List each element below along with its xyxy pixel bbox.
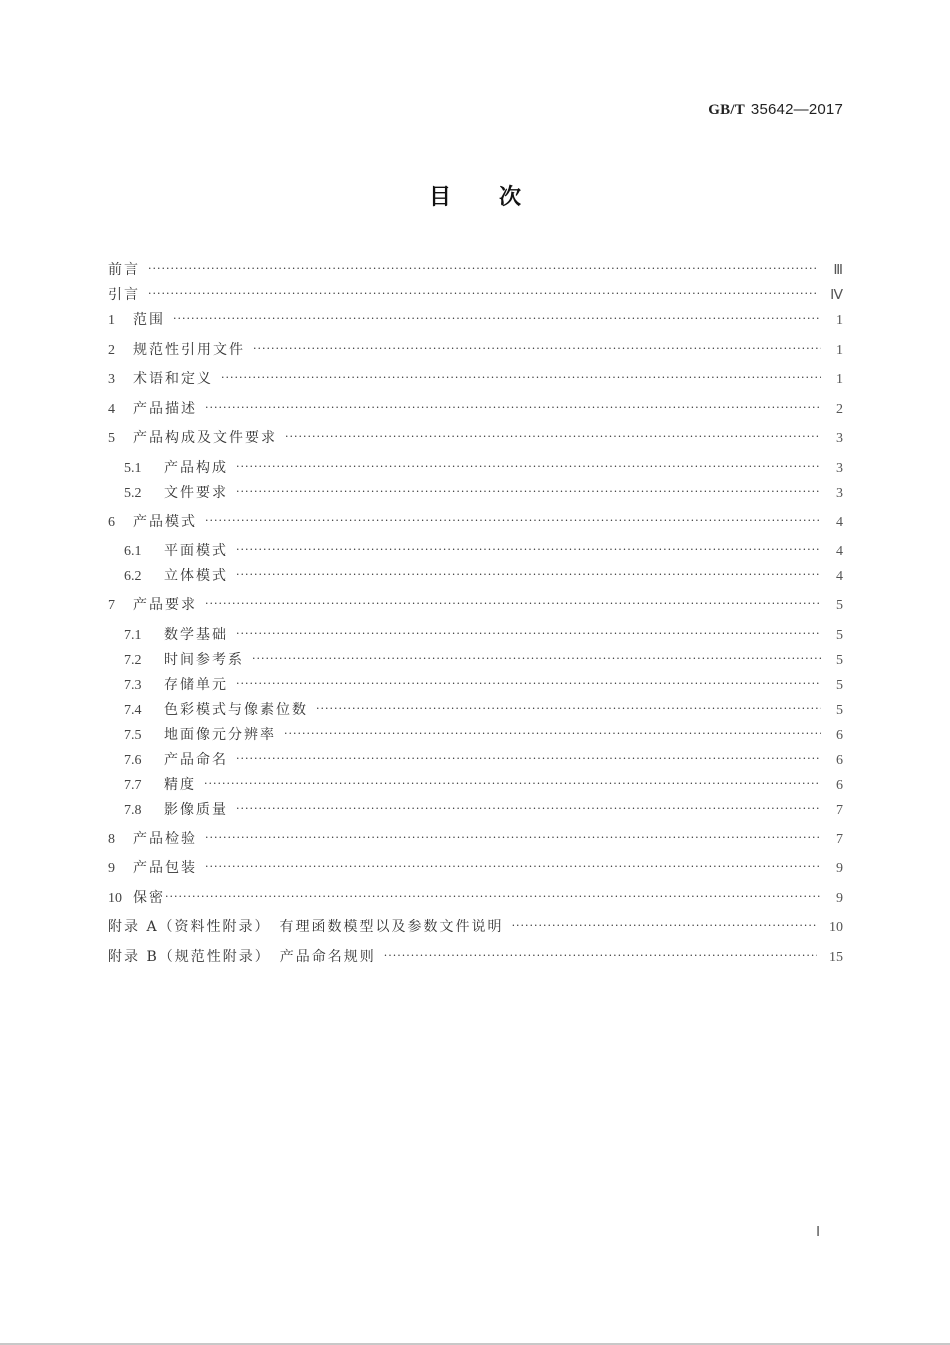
toc-entry-page: 5 bbox=[836, 627, 843, 643]
toc-entry-page: 9 bbox=[836, 861, 843, 876]
toc-entry-page: 5 bbox=[836, 702, 843, 718]
toc-entry-page: 15 bbox=[829, 949, 843, 965]
toc-entry[interactable] bbox=[108, 565, 843, 590]
toc-entry[interactable] bbox=[108, 594, 843, 624]
toc-entry[interactable] bbox=[108, 799, 843, 824]
toc-dot-leader bbox=[205, 831, 821, 844]
toc-entry-label: 影像质量 bbox=[164, 801, 228, 818]
toc-entry[interactable] bbox=[108, 916, 843, 946]
toc-entry-number: 7.8 bbox=[124, 802, 142, 818]
toc-entry-label: 精度 bbox=[164, 776, 196, 793]
toc-entry[interactable] bbox=[108, 259, 843, 284]
toc-entry-label: 地面像元分辨率 bbox=[164, 726, 276, 743]
toc-entry-page: Ⅲ bbox=[833, 263, 843, 278]
toc-dot-leader bbox=[148, 262, 817, 275]
toc-entry-label: 范围 bbox=[133, 312, 165, 328]
toc-entry-number: 7.3 bbox=[124, 677, 142, 693]
toc-dot-leader bbox=[205, 514, 821, 527]
toc-entry[interactable] bbox=[108, 368, 843, 398]
toc-entry-label: 色彩模式与像素位数 bbox=[164, 701, 308, 718]
toc-entry-page: 10 bbox=[829, 920, 843, 935]
toc-entry[interactable] bbox=[108, 427, 843, 457]
toc-entry-number: 5 bbox=[108, 431, 115, 446]
toc-entry[interactable] bbox=[108, 649, 843, 674]
toc-dot-leader bbox=[236, 485, 821, 498]
toc-entry-number: 6 bbox=[108, 514, 115, 530]
toc-entry-page: 3 bbox=[836, 460, 843, 476]
toc-entry[interactable] bbox=[108, 887, 843, 917]
toc-entry-label: 立体模式 bbox=[164, 568, 228, 584]
toc-entry-page: 5 bbox=[836, 598, 843, 613]
toc-entry[interactable] bbox=[108, 398, 843, 428]
toc-entry-page: 2 bbox=[836, 401, 843, 417]
toc-entry-label: 数学基础 bbox=[164, 626, 228, 643]
toc-dot-leader bbox=[236, 568, 821, 581]
toc-dot-leader bbox=[205, 860, 821, 873]
toc-dot-leader bbox=[236, 802, 821, 815]
toc-entry-label: 产品模式 bbox=[133, 513, 197, 530]
toc-entry[interactable] bbox=[108, 946, 843, 976]
toc-entry[interactable] bbox=[108, 828, 843, 858]
toc-entry-number: 7.5 bbox=[124, 727, 142, 743]
toc-entry-page: 4 bbox=[836, 514, 843, 530]
toc-dot-leader bbox=[252, 652, 821, 665]
toc-dot-leader bbox=[205, 401, 821, 414]
toc-entry[interactable] bbox=[108, 339, 843, 369]
toc-entry-page: 6 bbox=[836, 727, 843, 743]
toc-dot-leader bbox=[316, 702, 821, 715]
toc-dot-leader bbox=[173, 312, 821, 325]
toc-entry[interactable] bbox=[108, 511, 843, 541]
toc-entry[interactable] bbox=[108, 624, 843, 649]
toc-entry[interactable] bbox=[108, 724, 843, 749]
toc-entry-label: 产品包装 bbox=[133, 860, 197, 876]
toc-dot-leader bbox=[384, 949, 817, 962]
toc-entry-number: 7.7 bbox=[124, 777, 142, 793]
toc-entry[interactable] bbox=[108, 699, 843, 724]
footer-page-number: Ⅰ bbox=[816, 1225, 821, 1240]
toc-entry-label: 规范性引用文件 bbox=[133, 341, 245, 358]
toc-dot-leader bbox=[236, 543, 821, 556]
toc-dot-leader bbox=[236, 460, 821, 473]
standard-number: 35642—2017 bbox=[750, 101, 843, 118]
toc-entry-label: 术语和定义 bbox=[133, 371, 213, 387]
standard-prefix: GB/T bbox=[708, 102, 745, 118]
toc-entry-label: 存储单元 bbox=[164, 676, 228, 693]
toc-entry-label: 产品命名 bbox=[164, 751, 228, 768]
toc-entry-number: 7.2 bbox=[124, 652, 142, 668]
toc-dot-leader bbox=[204, 777, 821, 790]
toc-entry-page: 6 bbox=[836, 777, 843, 793]
toc-entry-number: 8 bbox=[108, 831, 115, 847]
toc-entry-label: 附录 B（规范性附录） 产品命名规则 bbox=[108, 948, 376, 965]
toc-entry-number: 1 bbox=[108, 313, 115, 328]
toc-dot-leader bbox=[165, 890, 821, 903]
toc-entry-number: 6.2 bbox=[124, 569, 142, 584]
toc-entry-number: 4 bbox=[108, 401, 115, 417]
toc-entry-number: 2 bbox=[108, 342, 115, 358]
toc-entry[interactable] bbox=[108, 309, 843, 339]
toc-dot-leader bbox=[236, 627, 821, 640]
toc-entry-label: 附录 A（资料性附录） 有理函数模型以及参数文件说明 bbox=[108, 919, 504, 935]
toc-entry-page: 1 bbox=[836, 372, 843, 387]
toc-entry[interactable] bbox=[108, 540, 843, 565]
page-title: 目次 bbox=[428, 185, 569, 210]
toc-entry[interactable] bbox=[108, 857, 843, 887]
toc-entry[interactable] bbox=[108, 774, 843, 799]
toc-dot-leader bbox=[512, 919, 817, 932]
toc-entry-page: 7 bbox=[836, 831, 843, 847]
toc-entry-label: 时间参考系 bbox=[164, 651, 244, 668]
toc-dot-leader bbox=[236, 752, 821, 765]
toc-entry-page: 5 bbox=[836, 652, 843, 668]
toc-entry-number: 9 bbox=[108, 861, 115, 876]
toc-entry-label: 产品构成及文件要求 bbox=[133, 430, 277, 446]
toc-entry[interactable] bbox=[108, 749, 843, 774]
toc-entry-number: 10 bbox=[108, 890, 122, 906]
toc-entry-number: 3 bbox=[108, 372, 115, 387]
toc-entry-number: 5.1 bbox=[124, 460, 142, 476]
toc-dot-leader bbox=[236, 677, 821, 690]
toc-dot-leader bbox=[221, 371, 821, 384]
toc-entry-label: 引言 bbox=[108, 287, 140, 303]
toc-entry-label: 产品要求 bbox=[133, 597, 197, 613]
toc-entry-label: 平面模式 bbox=[164, 543, 228, 559]
toc-entry-number: 6.1 bbox=[124, 544, 142, 559]
toc-entry-number: 7 bbox=[108, 598, 115, 613]
toc-entry-page: 6 bbox=[836, 752, 843, 768]
toc-entry-label: 产品描述 bbox=[133, 400, 197, 417]
toc-entry[interactable] bbox=[108, 482, 843, 507]
toc-entry[interactable] bbox=[108, 674, 843, 699]
toc-entry[interactable] bbox=[108, 284, 843, 309]
table-of-contents bbox=[108, 259, 843, 975]
toc-entry-label: 保密 bbox=[133, 889, 165, 906]
toc-entry-page: 4 bbox=[836, 569, 843, 584]
toc-entry-number: 7.4 bbox=[124, 702, 142, 718]
toc-entry-number: 5.2 bbox=[124, 485, 142, 501]
toc-entry-page: Ⅳ bbox=[830, 288, 843, 303]
toc-entry[interactable] bbox=[108, 457, 843, 482]
toc-entry-label: 前言 bbox=[108, 262, 140, 278]
toc-entry-number: 7.6 bbox=[124, 752, 142, 768]
toc-dot-leader bbox=[253, 342, 821, 355]
toc-dot-leader bbox=[205, 597, 821, 610]
toc-dot-leader bbox=[285, 430, 821, 443]
toc-entry-label: 产品构成 bbox=[164, 459, 228, 476]
toc-entry-page: 1 bbox=[836, 313, 843, 328]
toc-entry-number: 7.1 bbox=[124, 627, 142, 643]
standard-code bbox=[708, 100, 843, 119]
toc-entry-label: 产品检验 bbox=[133, 830, 197, 847]
toc-entry-page: 7 bbox=[836, 802, 843, 818]
toc-entry-page: 1 bbox=[836, 342, 843, 358]
toc-entry-page: 3 bbox=[836, 485, 843, 501]
toc-entry-page: 5 bbox=[836, 677, 843, 693]
toc-entry-page: 3 bbox=[836, 431, 843, 446]
toc-dot-leader bbox=[284, 727, 821, 740]
toc-entry-page: 9 bbox=[836, 890, 843, 906]
toc-entry-page: 4 bbox=[836, 544, 843, 559]
toc-entry-label: 文件要求 bbox=[164, 484, 228, 501]
toc-dot-leader bbox=[148, 287, 817, 300]
